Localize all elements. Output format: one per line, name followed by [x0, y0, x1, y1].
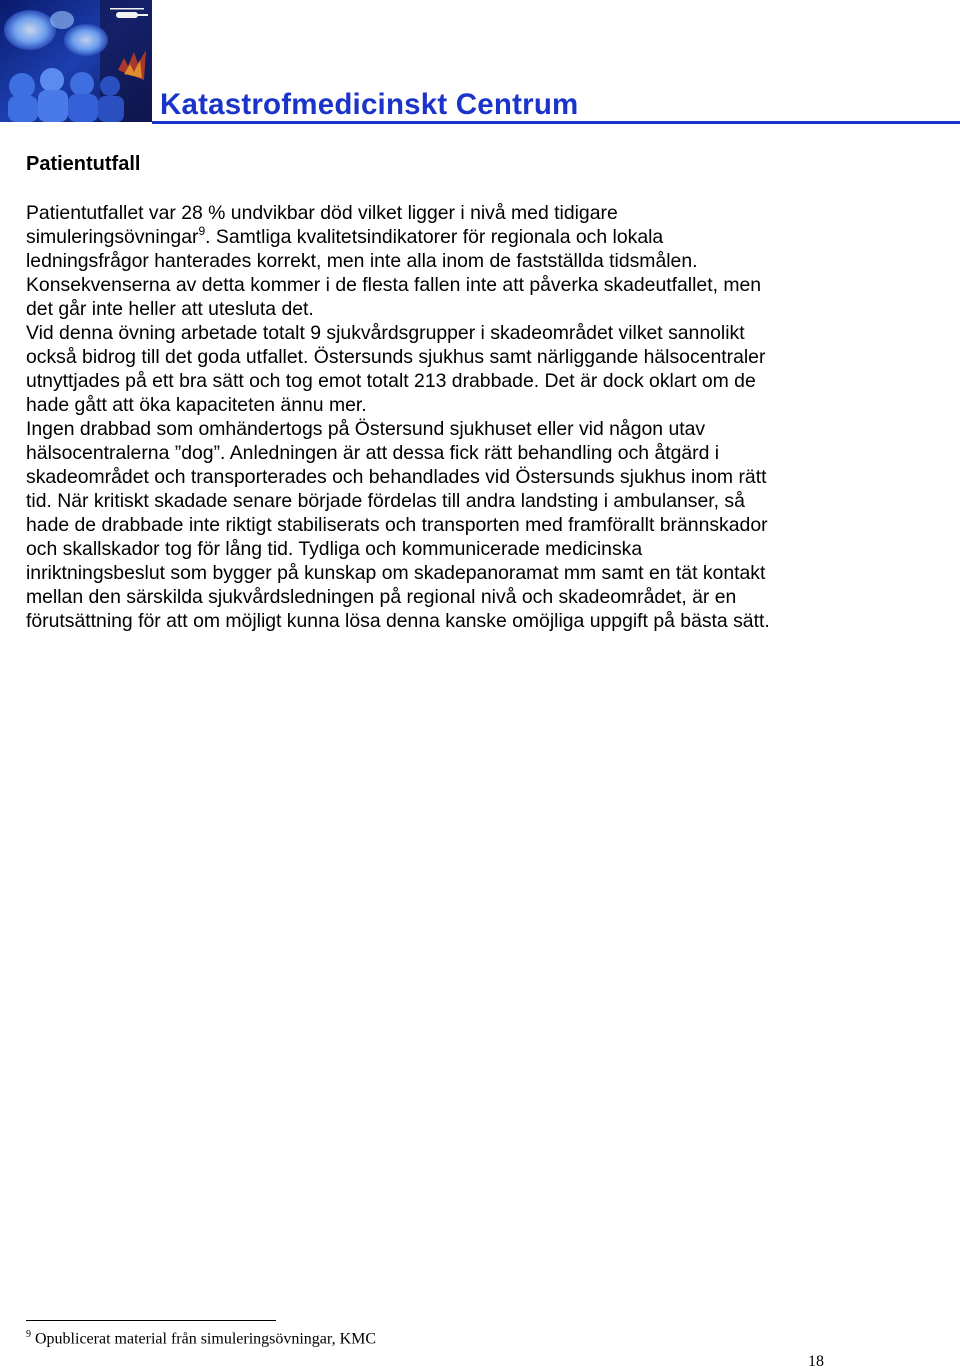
- body-line-segment: simuleringsövningar: [26, 226, 199, 248]
- body-line: tid. När kritiskt skadade senare började fördelas till andra landsting i ambulanser, så: [26, 490, 745, 512]
- body-line: förutsättning för att om möjligt kunna lösa denna kanske omöjliga uppgift på bästa sätt.: [26, 610, 770, 632]
- body-line: hade gått att öka kapaciteten ännu mer.: [26, 394, 367, 416]
- header-divider: [152, 121, 960, 124]
- footnote-marker: 9: [26, 1329, 31, 1340]
- footnote-text: Opublicerat material från simuleringsövningar, KMC: [31, 1330, 377, 1348]
- body-paragraphs: [26, 201, 946, 633]
- body-line: Patientutfallet var 28 % undvikbar död vilket ligger i nivå med tidigare: [26, 202, 618, 224]
- body-line: mellan den särskilda sjukvårdsledningen på regional nivå och skadeområdet, är en: [26, 586, 737, 608]
- body-line: också bidrog till det goda utfallet. Östersunds sjukhus samt närliggande hälsocentraler: [26, 346, 766, 368]
- footnote-reference: 9: [198, 223, 206, 238]
- footnote-divider: [26, 1320, 276, 1321]
- body-line: och skallskador tog för lång tid. Tydliga och kommunicerade medicinska: [26, 538, 643, 560]
- body-line: hälsocentralerna ”dog”. Anledningen är att dessa fick rätt behandling och åtgärd i: [26, 442, 720, 464]
- body-line: [26, 225, 946, 249]
- body-line: hade de drabbade inte riktigt stabiliserats och transporten med framförallt brännskador: [26, 514, 768, 536]
- body-line: inriktningsbeslut som bygger på kunskap om skadepanoramat mm samt en tät kontakt: [26, 562, 766, 584]
- body-line: ledningsfrågor hanterades korrekt, men inte alla inom de fastställda tidsmålen.: [26, 250, 698, 272]
- surgeons-helicopter-logo: [0, 0, 152, 122]
- body-line: Vid denna övning arbetade totalt 9 sjukvårdsgrupper i skadeområdet vilket sannolikt: [26, 322, 745, 344]
- body-line: Ingen drabbad som omhändertogs på Östersund sjukhuset eller vid någon utav: [26, 418, 706, 440]
- body-line: det går inte heller att utesluta det.: [26, 298, 314, 320]
- body-line: Konsekvenserna av detta kommer i de flesta fallen inte att påverka skadeutfallet, men: [26, 274, 762, 296]
- page-number: 18: [808, 1353, 824, 1370]
- body-line-segment: . Samtliga kvalitetsindikatorer för regionala och lokala: [205, 226, 664, 248]
- footnote: [26, 1329, 376, 1348]
- body-line: utnyttjades på ett bra sätt och tog emot totalt 213 drabbade. Det är dock oklart om de: [26, 370, 756, 392]
- section-heading: Patientutfall: [26, 153, 141, 175]
- organization-title: Katastrofmedicinskt Centrum: [160, 88, 579, 121]
- body-line: skadeområdet och transporterades och behandlades vid Östersunds sjukhus inom rätt: [26, 466, 767, 488]
